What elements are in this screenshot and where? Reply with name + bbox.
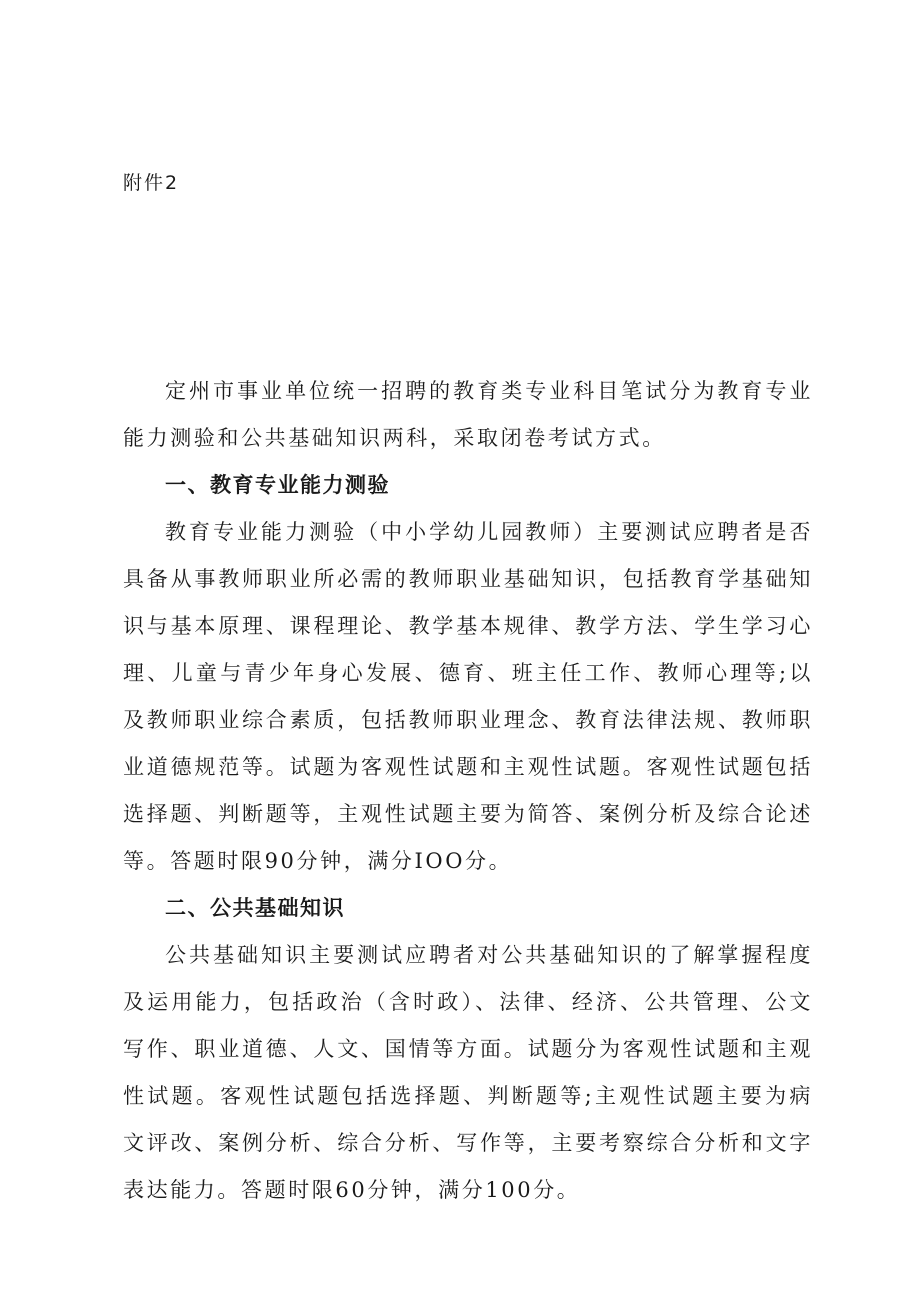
intro-paragraph: 定州市事业单位统一招聘的教育类专业科目笔试分为教育专业能力测验和公共基础知识两科，采取闭卷考试方式。 xyxy=(123,379,813,450)
document-body xyxy=(123,368,813,1214)
section-heading-education-ability: 一、教育专业能力测验 xyxy=(165,473,390,497)
attachment-label: 附件2 xyxy=(123,172,180,194)
section-body-public-knowledge: 公共基础知识主要测试应聘者对公共基础知识的了解掌握程度及运用能力，包括政治（含时政）、法律、经济、公共管理、公文写作、职业道德、人文、国情等方面。试题分为客观性试题和主观性试题。客观性试题包括选择题、判断题等;主观性试题主要为病文评改、案例分析、综合分析、写作等，主要考察综合分析和文字表达能力。答题时限60分钟，满分100分。 xyxy=(123,943,813,1202)
section-heading-public-knowledge: 二、公共基础知识 xyxy=(165,896,345,920)
section-body-education-ability: 教育专业能力测验（中小学幼儿园教师）主要测试应聘者是否具备从事教师职业所必需的教师职业基础知识，包括教育学基础知识与基本原理、课程理论、教学基本规律、教学方法、学生学习心理、儿童与青少年身心发展、德育、班主任工作、教师心理等;以及教师职业综合素质，包括教师职业理念、教育法律法规、教师职业道德规范等。试题为客观性试题和主观性试题。客观性试题包括选择题、判断题等，主观性试题主要为简答、案例分析及综合论述等。答题时限90分钟，满分IOO分。 xyxy=(123,520,813,873)
